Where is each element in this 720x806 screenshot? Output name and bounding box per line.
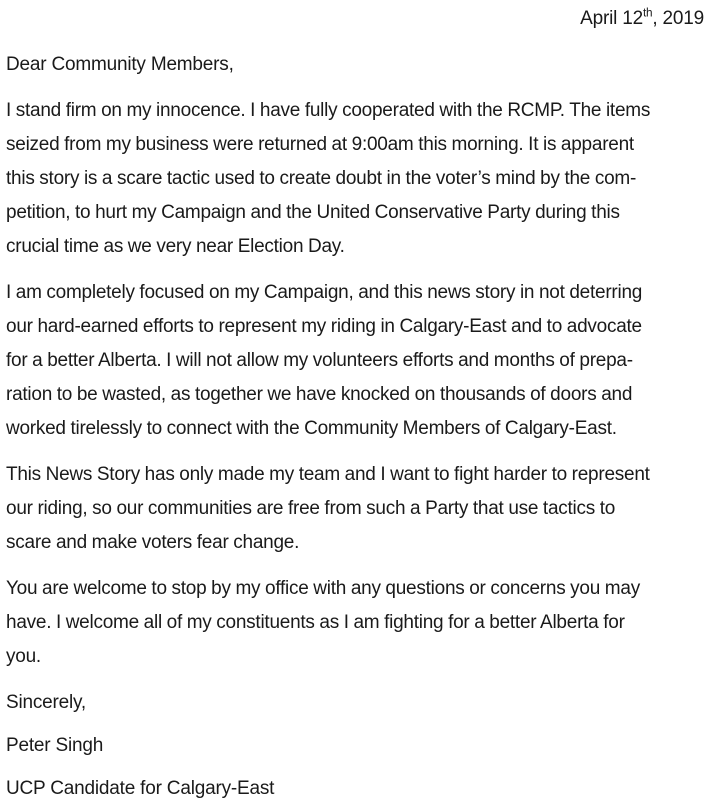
paragraph-3 — [6, 458, 712, 560]
signer-name: Peter Singh — [6, 735, 104, 756]
paragraph-2-line-1: I am completely focused on my Campaign, and this news story in not deterring — [6, 282, 643, 303]
letter-date — [6, 0, 712, 36]
paragraph-1-line-4: petition, to hurt my Campaign and the United Conservative Party during this — [6, 202, 620, 223]
date-ordinal-suffix: th — [642, 6, 653, 20]
paragraph-2-line-5: worked tirelessly to connect with the Community Members of Calgary-East. — [6, 418, 617, 439]
paragraph-1-line-3: this story is a scare tactic used to create doubt in the voter’s mind by the com- — [6, 168, 637, 189]
paragraph-1-line-1: I stand firm on my innocence. I have fully cooperated with the RCMP. The items — [6, 100, 651, 121]
paragraph-4-line-3: you. — [6, 646, 41, 667]
paragraph-1-line-5: crucial time as we very near Election Day. — [6, 236, 345, 257]
paragraph-2-line-2: our hard-earned efforts to represent my riding in Calgary-East and to advocate — [6, 316, 642, 337]
paragraph-1 — [6, 94, 712, 264]
paragraph-4-line-2: have. I welcome all of my constituents as I am fighting for a better Alberta for — [6, 612, 625, 633]
signer-title: UCP Candidate for Calgary-East — [6, 778, 275, 799]
paragraph-2-line-3: for a better Alberta. I will not allow my volunteers efforts and months of prepa- — [6, 350, 633, 371]
paragraph-3-line-3: scare and make voters fear change. — [6, 532, 300, 553]
paragraph-3-line-1: This News Story has only made my team and I want to fight harder to represent — [6, 464, 650, 485]
paragraph-3-line-2: our riding, so our communities are free from such a Party that use tactics to — [6, 498, 616, 519]
closing-valediction: Sincerely, — [6, 692, 87, 713]
paragraph-2 — [6, 276, 712, 446]
letter-salutation: Dear Community Members, — [6, 54, 234, 75]
paragraph-2-line-4: ration to be wasted, as together we have knocked on thousands of doors and — [6, 384, 633, 405]
paragraph-4 — [6, 572, 712, 674]
date-month-day: April 12 — [580, 8, 643, 29]
paragraph-1-line-2: seized from my business were returned at 9:00am this morning. It is apparent — [6, 134, 634, 155]
date-year: , 2019 — [652, 8, 704, 29]
paragraph-4-line-1: You are welcome to stop by my office with any questions or concerns you may — [6, 578, 640, 599]
letter-closing — [6, 686, 712, 806]
